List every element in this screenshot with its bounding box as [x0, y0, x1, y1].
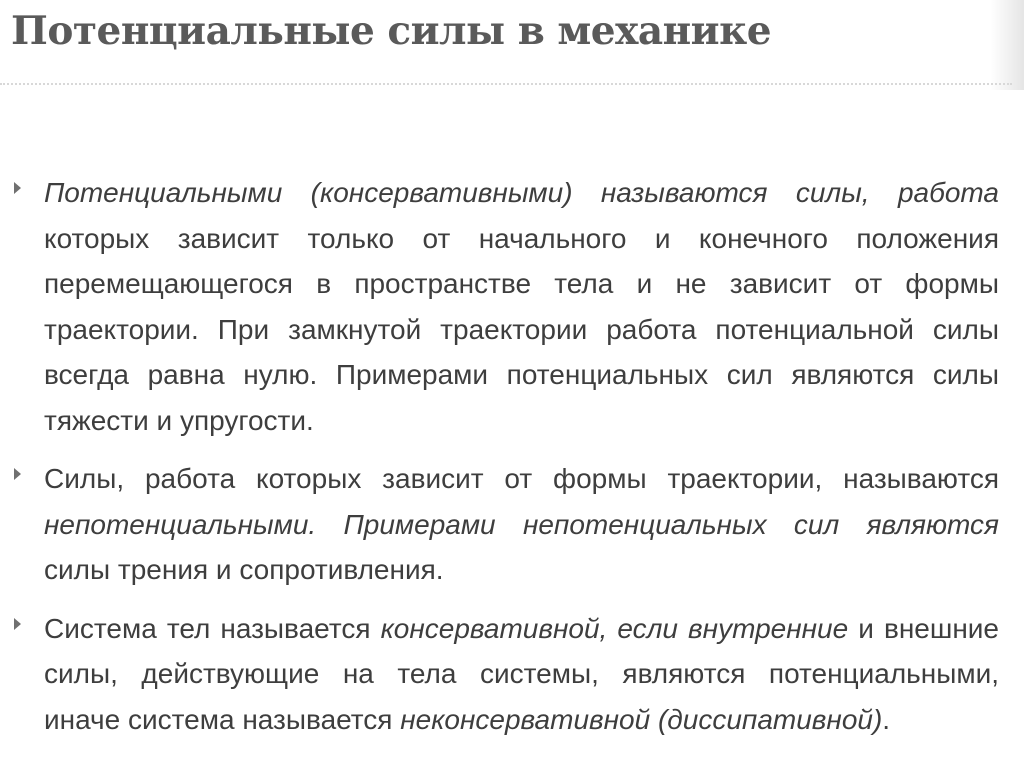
triangle-bullet-icon [14, 182, 21, 194]
italic-text: консервативной, если внутренние [380, 612, 849, 644]
text-line [44, 697, 999, 743]
text-line: траектории. При замкнутой траектории работа потенциальной силы [44, 313, 999, 345]
bullet-nonpotential-forces [0, 456, 1024, 593]
page-corner-shadow [990, 0, 1024, 90]
text-segment: Система тел называется [44, 612, 381, 644]
title-divider [0, 83, 1012, 85]
text-line: силы, действующие на тела системы, являются потенциальными, [44, 658, 999, 689]
text-line: всегда равна нулю. Примерами потенциальных сил являются силы [44, 359, 999, 390]
text-segment: и внешние [848, 612, 999, 644]
text-line [44, 170, 999, 216]
text-line [44, 606, 999, 652]
text-line: перемещающегося в пространстве тела и не зависит от формы [44, 268, 999, 299]
text-segment: иначе система называется [44, 703, 401, 735]
text-line: которых зависит только от начального и конечного положения [44, 222, 999, 254]
slide-content [0, 170, 1024, 755]
bullet-conservative-system [0, 606, 1024, 743]
text-segment: . [882, 703, 891, 735]
slide-title: Потенциальные силы в механике [11, 8, 772, 54]
bullet-potential-forces [0, 170, 1024, 443]
text-line [44, 502, 999, 548]
triangle-bullet-icon [14, 618, 21, 630]
italic-text: неконсервативной (диссипативной) [400, 703, 883, 735]
italic-text: Потенциальными (консервативными) называются силы, работа [44, 177, 999, 208]
italic-text: непотенциальными. Примерами непотенциальных сил являются [44, 508, 999, 540]
text-line: силы трения и сопротивления. [44, 554, 444, 585]
triangle-bullet-icon [14, 468, 21, 480]
text-line: тяжести и упругости. [44, 404, 314, 436]
text-line: Силы, работа которых зависит от формы траектории, называются [44, 463, 999, 494]
